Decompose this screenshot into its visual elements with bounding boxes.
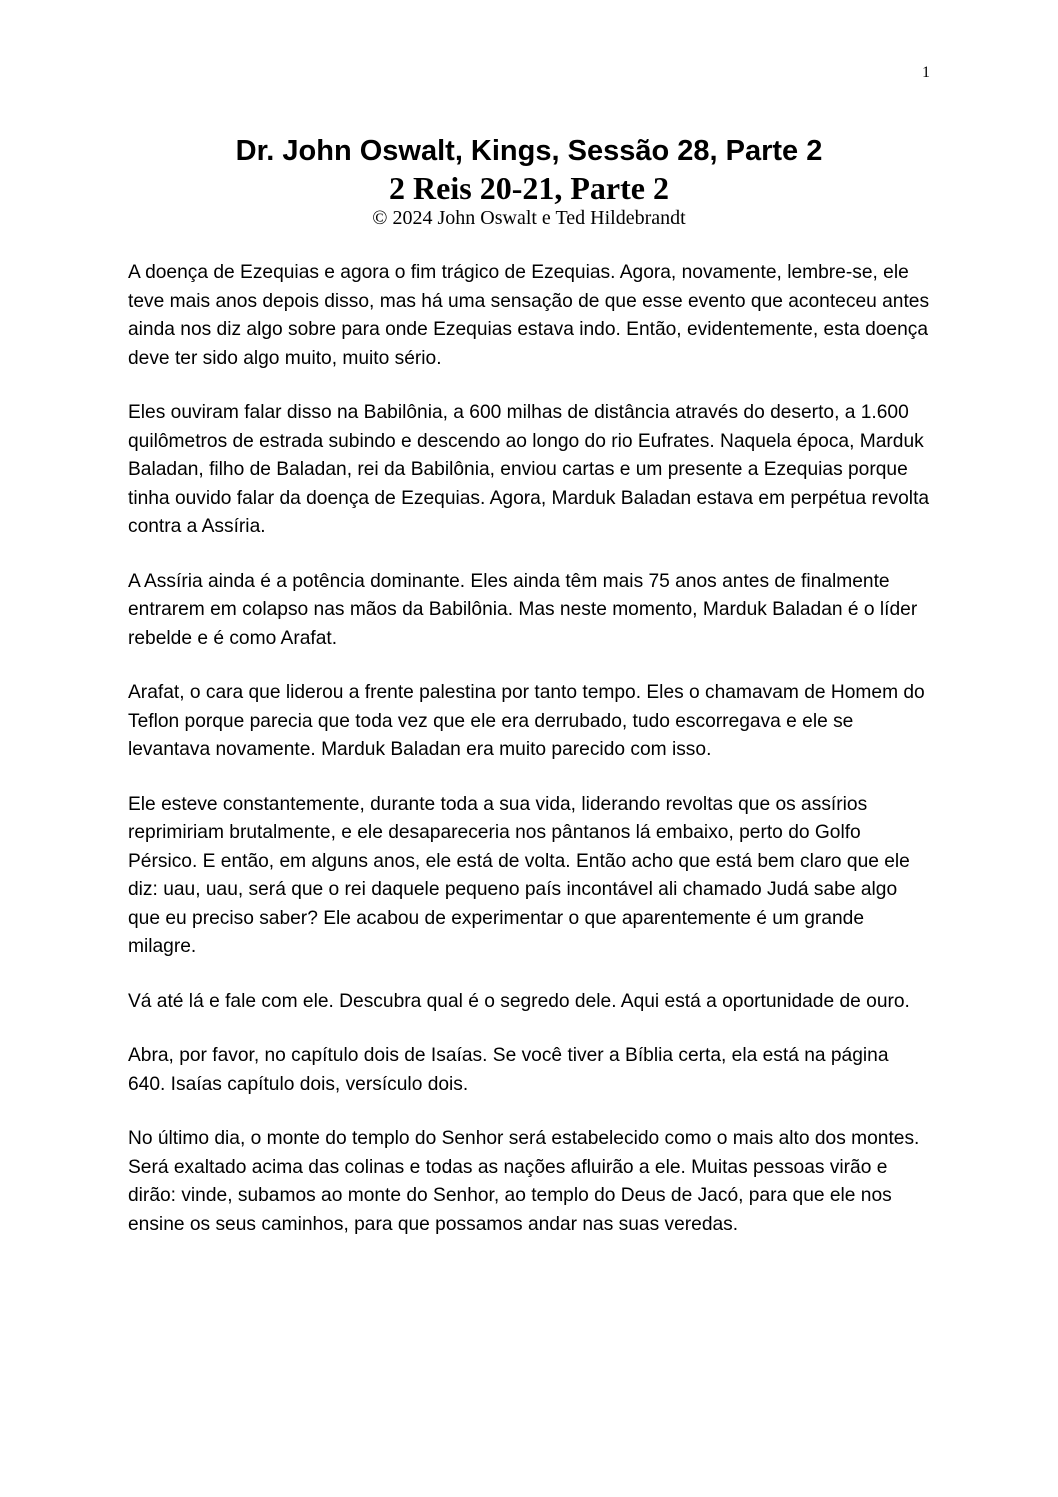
paragraph: Eles ouviram falar disso na Babilônia, a 600 milhas de distância através do deserto, a 1.600 quilômetros de estrada subindo e descendo ao longo do rio Eufrates. Naquela época, Marduk Baladan, filho de Baladan, rei da Babilônia, enviou cartas e um presente a Ezequias porque tinha ouvido falar da doença de Ezequias. Agora, Marduk Baladan estava em perpétua revolta contra a Assíria. [128,402,930,537]
document-header [0,132,1058,230]
document-subtitle: 2 Reis 20-21, Parte 2 [389,170,669,206]
copyright-notice: © 2024 John Oswalt e Ted Hildebrandt [372,207,686,229]
paragraph: A doença de Ezequias e agora o fim trágico de Ezequias. Agora, novamente, lembre-se, ele teve mais anos depois disso, mas há uma sensação de que esse evento que aconteceu antes ainda nos diz algo sobre para onde Ezequias estava indo. Então, evidentemente, esta doença deve ter sido algo muito, muito sério. [128,262,930,369]
document-title: Dr. John Oswalt, Kings, Sessão 28, Parte 2 [235,135,823,167]
paragraph: Vá até lá e fale com ele. Descubra qual é o segredo dele. Aqui está a oportunidade de ouro. [128,990,910,1012]
paragraph: Ele esteve constantemente, durante toda a sua vida, liderando revoltas que os assírios reprimiriam brutalmente, e ele desapareceria nos pântanos lá embaixo, perto do Golfo Pérsico. E então, em alguns anos, ele está de volta. Então acho que está bem claro que ele diz: uau, uau, será que o rei daquele pequeno país incontável ali chamado Judá sabe algo que eu preciso saber? Ele acabou de experimentar o que aparentemente é um grande milagre. [128,793,910,957]
paragraph: A Assíria ainda é a potência dominante. Eles ainda têm mais 75 anos antes de finalmente entrarem em colapso nas mãos da Babilônia. Mas neste momento, Marduk Baladan é o líder rebelde e é como Arafat. [128,570,918,649]
paragraph: Arafat, o cara que liderou a frente palestina por tanto tempo. Eles o chamavam de Homem do Teflon porque parecia que toda vez que ele era derrubado, tudo escorregava e ele se levantava novamente. Marduk Baladan era muito parecido com isso. [128,682,925,760]
document-body [128,259,930,1265]
page-number: 1 [922,64,930,81]
paragraph: No último dia, o monte do templo do Senhor será estabelecido como o mais alto dos montes. Será exaltado acima das colinas e todas as nações afluirão a ele. Muitas pessoas virão e dirão: vinde, subamos ao monte do Senhor, ao templo do Deus de Jacó, para que ele nos ensine os seus caminhos, para que possamos andar nas suas veredas. [128,1128,920,1235]
paragraph: Abra, por favor, no capítulo dois de Isaías. Se você tiver a Bíblia certa, ela está na página 640. Isaías capítulo dois, versículo dois. [128,1045,889,1095]
